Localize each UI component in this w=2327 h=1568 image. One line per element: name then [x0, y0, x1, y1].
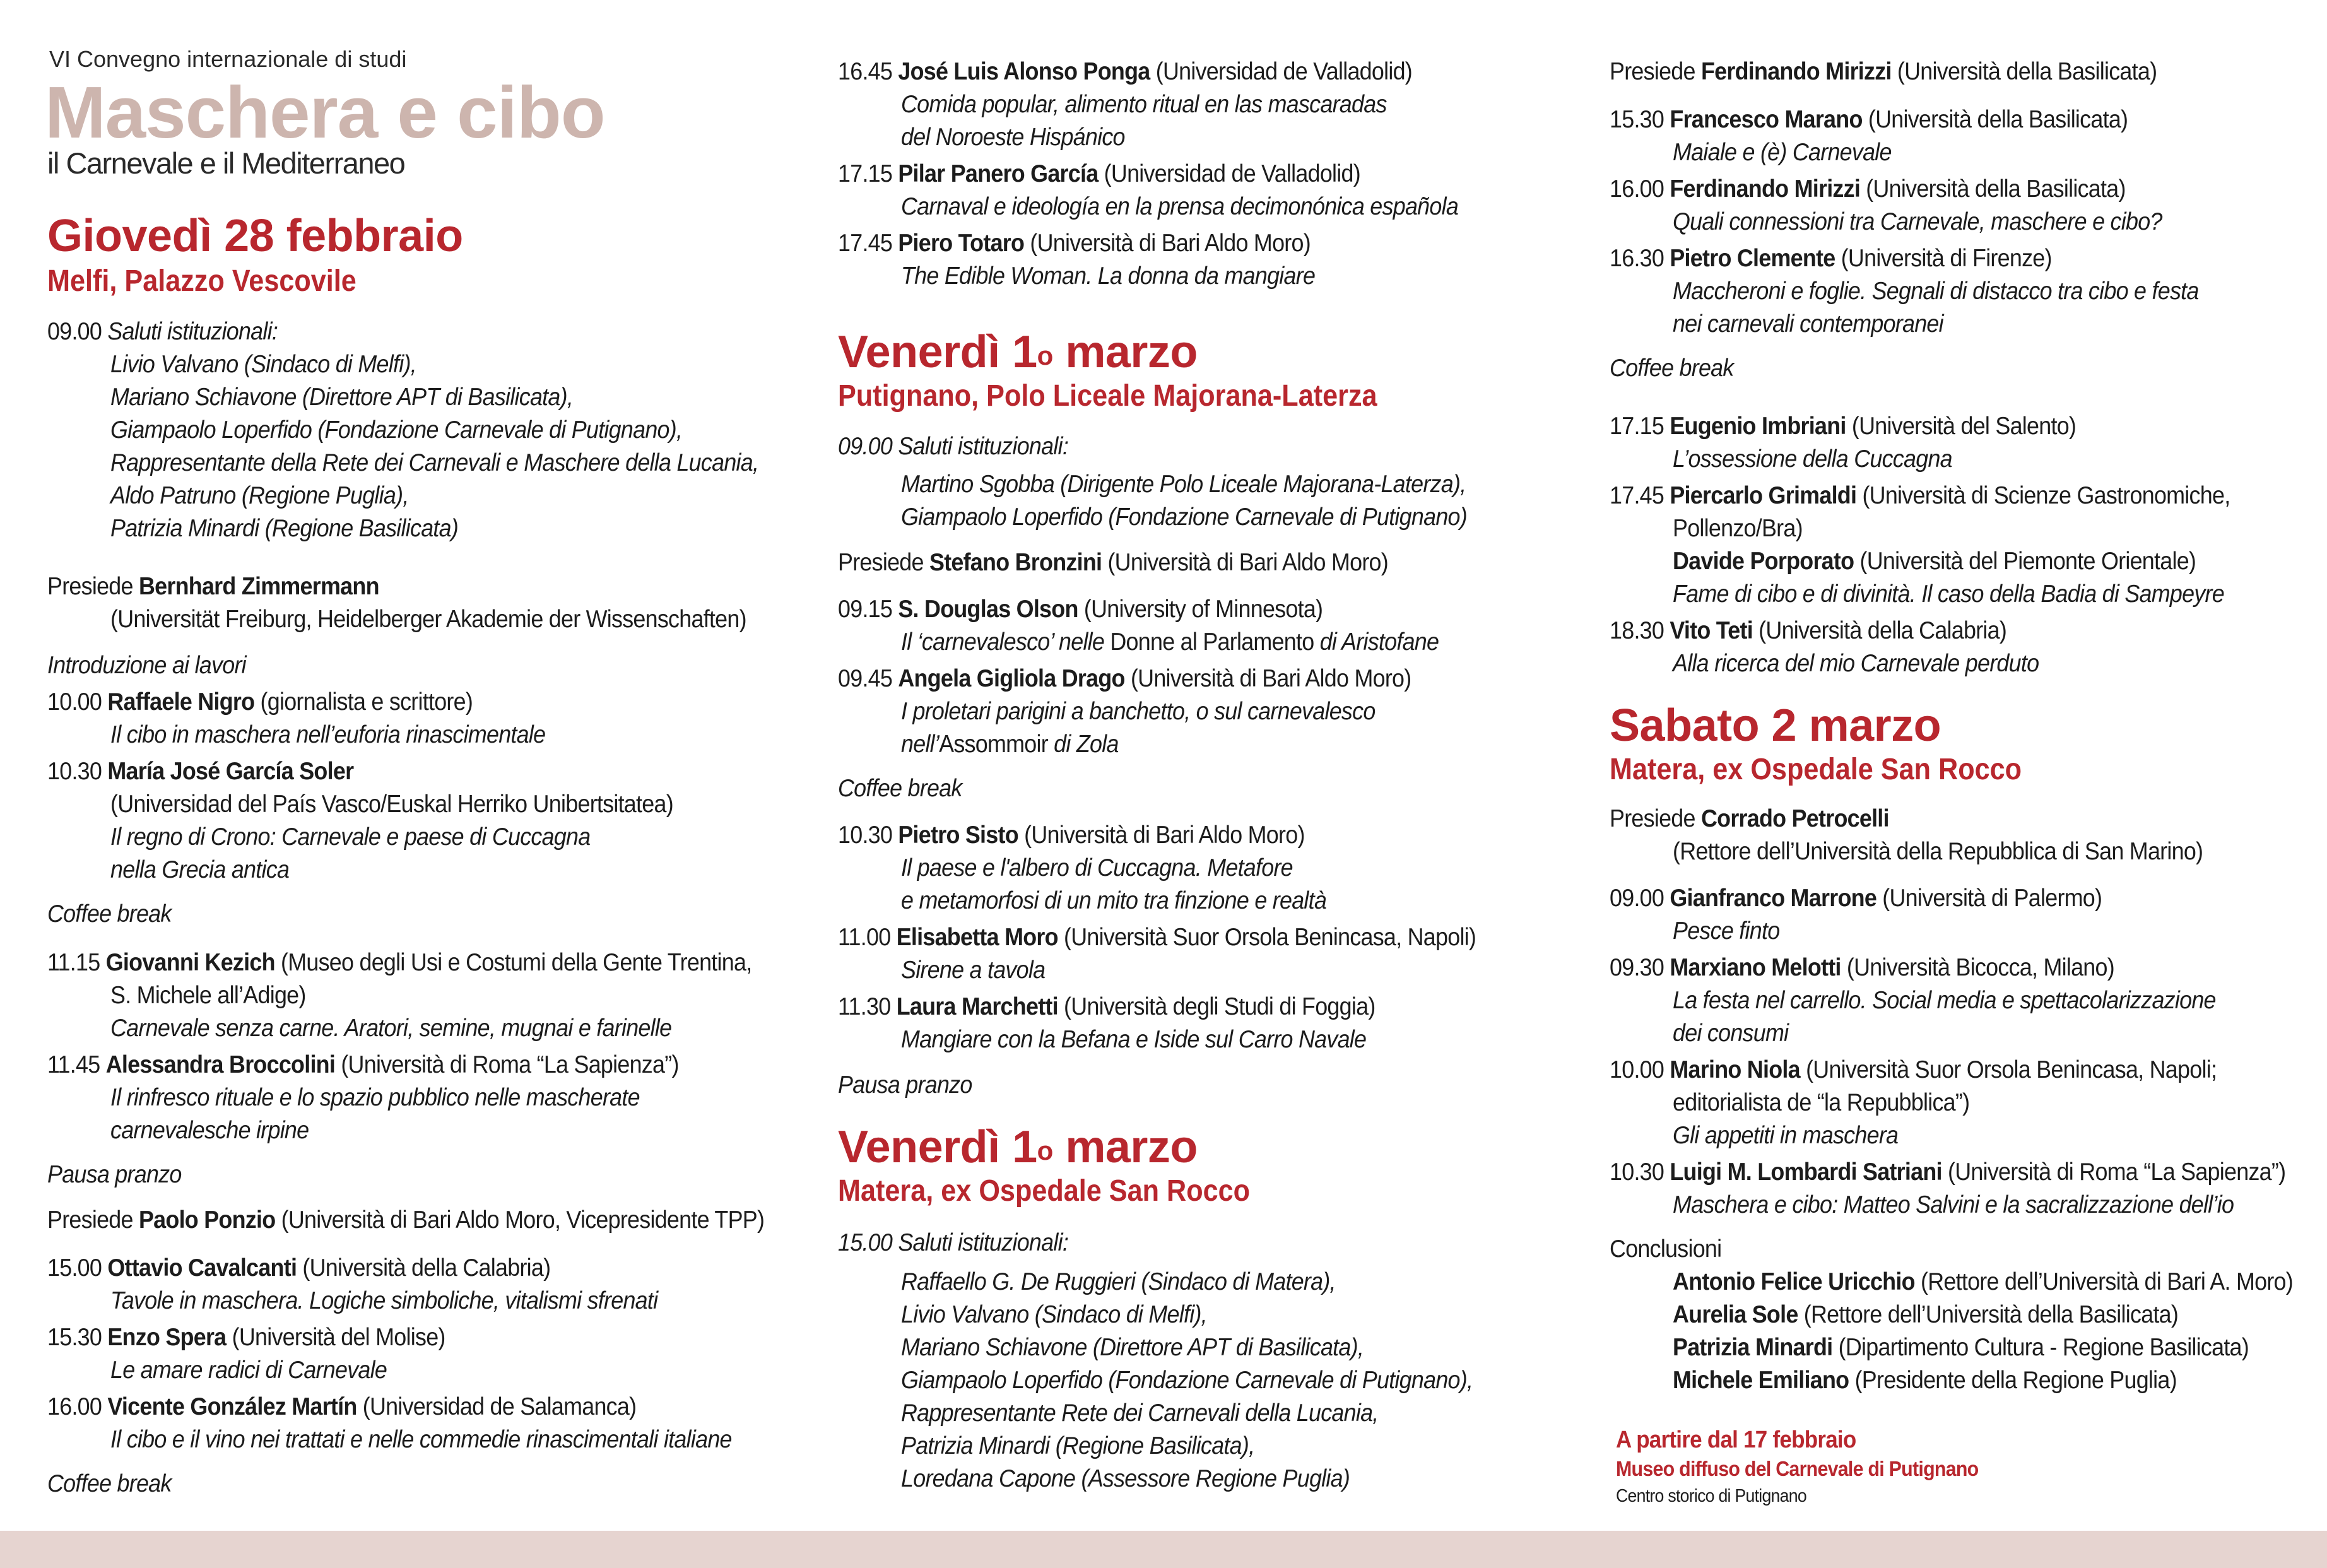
talk-drago: 09.45 Angela Gigliola Drago (Università di Bari Aldo Moro): [838, 665, 1411, 692]
day-title-venerdi-putignano: Venerdì 1$^o$ marzo: [838, 327, 1198, 377]
talk-teti: 18.30 Vito Teti (Università della Calabria): [1610, 617, 2007, 644]
talk-marano: 15.30 Francesco Marano (Università della Basilicata): [1610, 106, 2128, 133]
coffee-break: Coffee break: [1610, 355, 1734, 382]
talk-title: Le amare radici di Carnevale: [110, 1357, 387, 1384]
talk-title: Carnaval e ideología en la prensa decimonónica española: [901, 193, 1459, 220]
talk-title: I proletari parigini a banchetto, o sul carnevalesco: [901, 698, 1376, 725]
talk-title: The Edible Woman. La donna da mangiare: [901, 262, 1316, 290]
talk-affiliation: S. Michele all’Adige): [110, 982, 306, 1009]
day-location-melfi: Melfi, Palazzo Vescovile: [47, 264, 356, 298]
talk-title: Il cibo e il vino nei trattati e nelle commedie rinascimentali italiane: [110, 1426, 732, 1453]
welcome-name: Giampaolo Loperfido (Fondazione Carnevale di Putignano),: [110, 416, 683, 444]
day-title-venerdi-matera: Venerdì 1$^o$ marzo: [838, 1122, 1198, 1172]
coffee-break: Coffee break: [838, 775, 962, 802]
session-welcome-time: 09.00 Saluti istituzionali:: [838, 433, 1069, 460]
talk-nigro: 10.00 Raffaele Nigro (giornalista e scrittore): [47, 688, 473, 716]
talk-title: La festa nel carrello. Social media e spettacolarizzazione: [1673, 987, 2216, 1014]
session-welcome-time: 15.00 Saluti istituzionali:: [838, 1229, 1069, 1256]
talk-title: Comida popular, alimento ritual en las mascaradas: [901, 91, 1387, 118]
talk-lombardi-satriani: 10.30 Luigi M. Lombardi Satriani (Università di Roma “La Sapienza”): [1610, 1158, 2286, 1186]
talk-imbriani: 17.15 Eugenio Imbriani (Università del Salento): [1610, 413, 2077, 440]
talk-gonzalez-martin: 16.00 Vicente González Martín (Universidad de Salamanca): [47, 1393, 637, 1420]
welcome-name: Mariano Schiavone (Direttore APT di Basilicata),: [110, 384, 574, 411]
talk-title: Alla ricerca del mio Carnevale perduto: [1673, 650, 2039, 677]
talk-title: Il paese e l'albero di Cuccagna. Metafore: [901, 854, 1293, 881]
talk-title: Il ‘carnevalesco’ nelle Donne al Parlamento di Aristofane: [901, 628, 1439, 656]
talk-title: nei carnevali contemporanei: [1673, 310, 1943, 338]
talk-panero-garcia: 17.15 Pilar Panero García (Universidad de Valladolid): [838, 160, 1360, 187]
welcome-name: Rappresentante Rete dei Carnevali della Lucania,: [901, 1400, 1379, 1427]
talk-affiliation: (Universidad del País Vasco/Euskal Herriko Unibertsitatea): [110, 791, 673, 818]
chair-zimmermann: Presiede Bernhard Zimmermann: [47, 573, 379, 600]
talk-title: dei consumi: [1673, 1020, 1789, 1047]
lunch-break: Pausa pranzo: [838, 1071, 972, 1099]
talk-olson: 09.15 S. Douglas Olson (University of Minnesota): [838, 596, 1323, 623]
chair-petrocelli: Presiede Corrado Petrocelli: [1610, 805, 1889, 832]
talk-grimaldi: 17.45 Piercarlo Grimaldi (Università di Scienze Gastronomiche,: [1610, 482, 2230, 509]
talk-title: nell’Assommoir di Zola: [901, 731, 1119, 758]
welcome-name: Raffaello G. De Ruggieri (Sindaco di Matera),: [901, 1268, 1336, 1295]
talk-alonso-ponga: 16.45 José Luis Alonso Ponga (Universidad de Valladolid): [838, 58, 1413, 85]
talk-kezich: 11.15 Giovanni Kezich (Museo degli Usi e Costumi della Gente Trentina,: [47, 949, 752, 976]
welcome-name: Giampaolo Loperfido (Fondazione Carnevale di Putignano): [901, 504, 1467, 531]
talk-moro: 11.00 Elisabetta Moro (Università Suor Orsola Benincasa, Napoli): [838, 924, 1476, 951]
talk-title: Mangiare con la Befana e Iside sul Carro Navale: [901, 1026, 1367, 1053]
chair-bronzini: Presiede Stefano Bronzini (Università di Bari Aldo Moro): [838, 549, 1389, 576]
talk-title: Fame di cibo e di divinità. Il caso della Badia di Sampeyre: [1673, 581, 2224, 608]
welcome-name: Aldo Patruno (Regione Puglia),: [110, 482, 409, 509]
intro-label: Introduzione ai lavori: [47, 652, 246, 679]
conclusion-sole: Aurelia Sole (Rettore dell’Università della Basilicata): [1673, 1301, 2179, 1328]
welcome-name: Mariano Schiavone (Direttore APT di Basilicata),: [901, 1334, 1364, 1361]
day-location-matera: Matera, ex Ospedale San Rocco: [838, 1174, 1251, 1208]
exhibition-location: Centro storico di Putignano: [1616, 1486, 1806, 1506]
talk-melotti: 09.30 Marxiano Melotti (Università Bicocca, Milano): [1610, 954, 2114, 981]
chair-ponzio: Presiede Paolo Ponzio (Università di Bari Aldo Moro, Vicepresidente TPP): [47, 1206, 765, 1234]
day-location-putignano: Putignano, Polo Liceale Majorana-Laterza: [838, 379, 1377, 413]
talk-title: Quali connessioni tra Carnevale, maschere e cibo?: [1673, 208, 2162, 235]
talk-title: carnevalesche irpine: [110, 1117, 309, 1144]
conclusion-minardi: Patrizia Minardi (Dipartimento Cultura - Regione Basilicata): [1673, 1334, 2249, 1361]
talk-marchetti: 11.30 Laura Marchetti (Università degli Studi di Foggia): [838, 993, 1376, 1020]
day-title-giovedi: Giovedì 28 febbraio: [47, 211, 463, 261]
talk-title: Gli appetiti in maschera: [1673, 1122, 1899, 1149]
talk-clemente: 16.30 Pietro Clemente (Università di Firenze): [1610, 245, 2052, 272]
talk-affiliation: Pollenzo/Bra): [1673, 515, 1803, 542]
talk-mirizzi: 16.00 Ferdinando Mirizzi (Università della Basilicata): [1610, 175, 2126, 203]
talk-title: e metamorfosi di un mito tra finzione e realtà: [901, 887, 1327, 914]
talk-broccolini: 11.45 Alessandra Broccolini (Università di Roma “La Sapienza”): [47, 1051, 679, 1078]
lunch-break: Pausa pranzo: [47, 1161, 182, 1188]
talk-niola: 10.00 Marino Niola (Università Suor Orsola Benincasa, Napoli;: [1610, 1056, 2217, 1083]
day-location-matera: Matera, ex Ospedale San Rocco: [1610, 753, 2022, 786]
welcome-name: Martino Sgobba (Dirigente Polo Liceale Majorana-Laterza),: [901, 471, 1466, 498]
bottom-color-bar: [0, 1531, 2327, 1568]
conference-kicker: VI Convegno internazionale di studi: [49, 46, 407, 72]
conference-subtitle: il Carnevale e il Mediterraneo: [47, 146, 405, 180]
conference-title: Maschera e cibo: [45, 71, 605, 153]
talk-title: nella Grecia antica: [110, 856, 290, 883]
talk-title: Carnevale senza carne. Aratori, semine, mugnai e farinelle: [110, 1015, 672, 1042]
welcome-name: Loredana Capone (Assessore Regione Puglia): [901, 1465, 1350, 1492]
welcome-name: Giampaolo Loperfido (Fondazione Carnevale di Putignano),: [901, 1367, 1473, 1394]
talk-title: Tavole in maschera. Logiche simboliche, vitalismi sfrenati: [110, 1287, 658, 1314]
conclusions-label: Conclusioni: [1610, 1235, 1722, 1263]
talk-title: L’ossessione della Cuccagna: [1673, 445, 1952, 473]
talk-garcia-soler: 10.30 María José García Soler: [47, 758, 354, 785]
session-welcome-time: 09.00 Saluti istituzionali:: [47, 318, 278, 345]
welcome-name: Livio Valvano (Sindaco di Melfi),: [901, 1301, 1207, 1328]
talk-title: Il regno di Crono: Carnevale e paese di Cuccagna: [110, 823, 591, 851]
exhibition-date: A partire dal 17 febbraio: [1616, 1427, 1856, 1453]
talk-affiliation: editorialista de “la Repubblica”): [1673, 1089, 1970, 1116]
talk-title: del Noroeste Hispánico: [901, 124, 1125, 151]
talk-title: Il cibo in maschera nell’euforia rinascimentale: [110, 721, 546, 748]
welcome-name: Rappresentante della Rete dei Carnevali e Maschere della Lucania,: [110, 449, 759, 476]
talk-sisto: 10.30 Pietro Sisto (Università di Bari Aldo Moro): [838, 822, 1305, 849]
conclusion-uricchio: Antonio Felice Uricchio (Rettore dell’Università di Bari A. Moro): [1673, 1268, 2293, 1295]
talk-porporato: Davide Porporato (Università del Piemonte Orientale): [1673, 548, 2196, 575]
talk-totaro: 17.45 Piero Totaro (Università di Bari Aldo Moro): [838, 230, 1311, 257]
chair-mirizzi: Presiede Ferdinando Mirizzi (Università della Basilicata): [1610, 58, 2157, 85]
talk-title: Maschera e cibo: Matteo Salvini e la sacralizzazione dell’io: [1673, 1191, 2234, 1218]
welcome-name: Livio Valvano (Sindaco di Melfi),: [110, 351, 416, 378]
talk-title: Maccheroni e foglie. Segnali di distacco tra cibo e festa: [1673, 278, 2199, 305]
talk-marrone: 09.00 Gianfranco Marrone (Università di Palermo): [1610, 885, 2102, 912]
chair-affiliation: (Universität Freiburg, Heidelberger Akademie der Wissenschaften): [110, 606, 746, 633]
welcome-name: Patrizia Minardi (Regione Basilicata): [110, 515, 459, 542]
conclusion-emiliano: Michele Emiliano (Presidente della Regione Puglia): [1673, 1367, 2177, 1394]
talk-cavalcanti: 15.00 Ottavio Cavalcanti (Università della Calabria): [47, 1254, 551, 1282]
exhibition-venue: Museo diffuso del Carnevale di Putignano: [1616, 1457, 1979, 1480]
coffee-break: Coffee break: [47, 900, 172, 928]
welcome-name: Patrizia Minardi (Regione Basilicata),: [901, 1432, 1255, 1459]
talk-title: Pesce finto: [1673, 917, 1780, 945]
chair-affiliation: (Rettore dell’Università della Repubblica di San Marino): [1673, 838, 2203, 865]
talk-title: Il rinfresco rituale e lo spazio pubblico nelle mascherate: [110, 1084, 640, 1111]
day-title-sabato: Sabato 2 marzo: [1610, 700, 1941, 751]
talk-title: Sirene a tavola: [901, 957, 1046, 984]
talk-spera: 15.30 Enzo Spera (Università del Molise): [47, 1324, 445, 1351]
coffee-break: Coffee break: [47, 1470, 172, 1497]
talk-title: Maiale e (è) Carnevale: [1673, 139, 1892, 166]
